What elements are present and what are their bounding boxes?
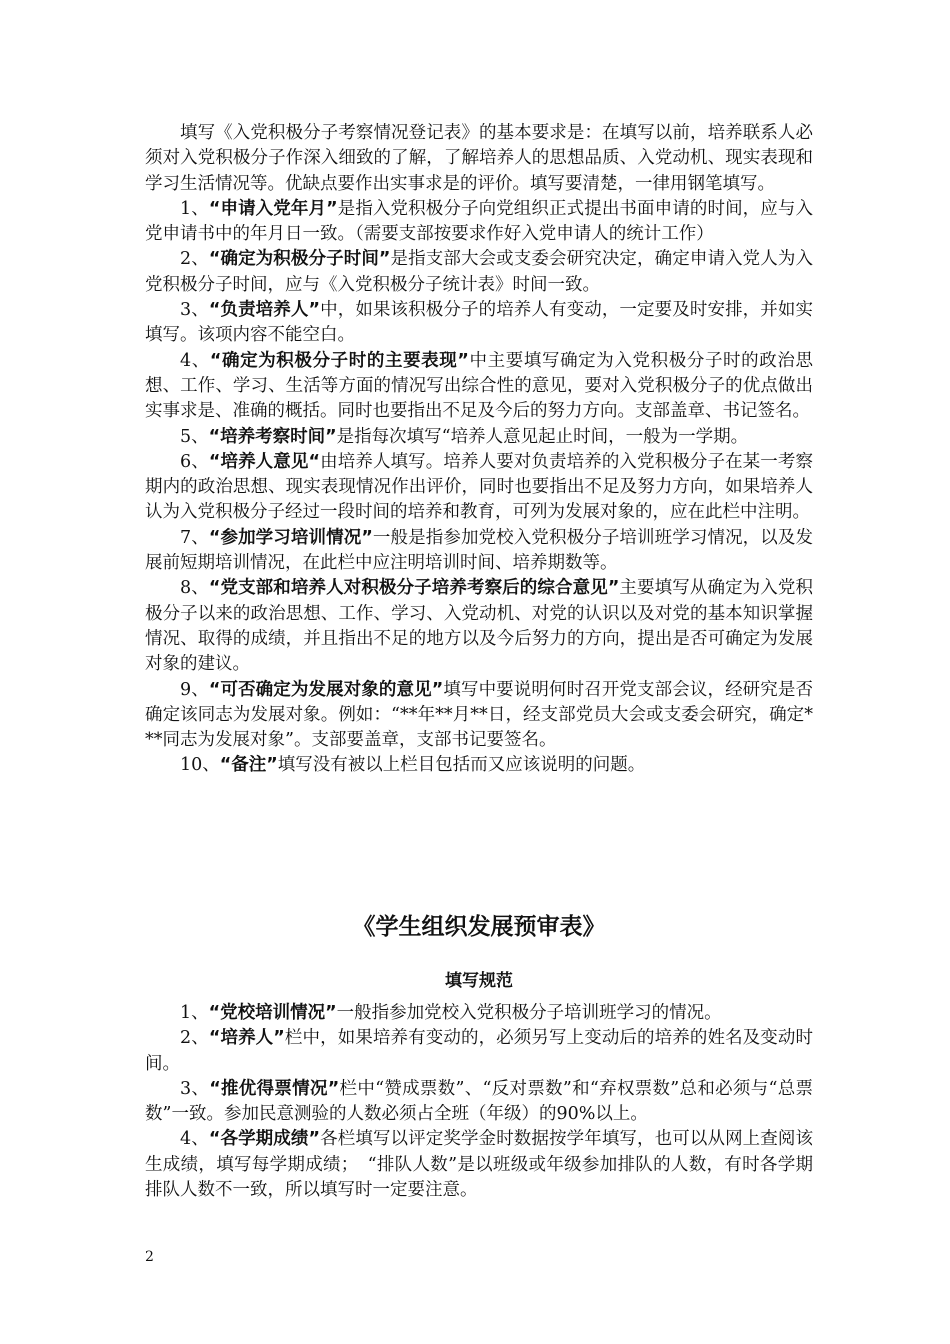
instruction-item-4 <box>145 349 813 425</box>
item-term: “确定为积极分子时的主要表现” <box>209 350 469 371</box>
item-text: 填写中要说明何时召开党支部会议，经研究是否确定该同志为发展对象。例如：“**年**月**日，经支部党员大会或支委会研究，确定***同志为发展对象”。支部要盖章，支部书记要签名。 <box>145 679 813 751</box>
section-title: 《学生组织发展预审表》 <box>352 914 606 940</box>
instruction-item-3 <box>145 298 813 349</box>
item-number: 1、 <box>180 198 209 219</box>
instruction-item-2 <box>145 247 813 298</box>
item-number: 1、 <box>180 1003 209 1023</box>
registration-form-instructions <box>145 121 813 779</box>
pre-review-item-2 <box>145 1026 813 1077</box>
item-text: 中主要填写确定为入党积极分子时的政治思想、工作、学习、生活等方面的情况写出综合性的意见，要对入党积极分子的优点做出实事求是、准确的概括。同时也要指出不足及今后的努力方向。支部盖章、书记签名。 <box>145 350 813 422</box>
item-text: 栏中“赞成票数”、“反对票数”和“弃权票数”总和必须与“总票数”一致。参加民意测验的人数必须占全班（年级）的90%以上。 <box>145 1078 814 1125</box>
item-term: “推优得票情况” <box>209 1078 340 1099</box>
item-number: 6、 <box>180 451 209 472</box>
item-term: “备注” <box>219 755 278 776</box>
item-number: 3、 <box>180 1078 210 1099</box>
item-text: 主要填写从确定为入党积极分子以来的政治思想、工作、学习、入党动机、对党的认识以及对党的基本知识掌握情况、取得的成绩，并且指出不足的地方以及今后努力的方向，提出是否可确定为发展对象的建议。 <box>145 578 814 675</box>
item-number: 2、 <box>180 249 209 270</box>
item-term: “培养人意见“ <box>208 451 321 472</box>
pre-review-item-4 <box>145 1127 813 1203</box>
item-term: “申请入党年月” <box>208 198 338 219</box>
item-term: “确定为积极分子时间” <box>208 249 391 270</box>
item-term: “参加学习培训情况” <box>208 527 373 548</box>
item-text: 各栏填写以评定奖学金时数据按学年填写，也可以从网上查阅该生成绩，填写每学期成绩； “排队人数”是以班级或年级参加排队的人数，有时各学期排队人数不一致，所以填写时一定要注意。 <box>145 1129 814 1201</box>
item-number: 10、 <box>180 755 220 776</box>
pre-review-item-3 <box>145 1077 813 1128</box>
item-number: 3、 <box>180 300 209 321</box>
item-term: “党支部和培养人对积极分子培养考察后的综合意见” <box>208 578 620 599</box>
item-number: 4、 <box>180 350 210 371</box>
instruction-item-5 <box>145 425 813 450</box>
intro-paragraph: 填写《入党积极分子考察情况登记表》的基本要求是：在填写以前，培养联系人必须对入党积极分子作深入细致的了解，了解培养人的思想品质、入党动机、现实表现和学习生活情况等。优缺点要作出实事求是的评价。填写要清楚，一律用钢笔填写。 <box>145 123 813 194</box>
instruction-item-1 <box>145 197 813 248</box>
item-text: 填写没有被以上栏目包括而又应该说明的问题。 <box>277 755 646 776</box>
item-term: “可否确定为发展对象的意见” <box>208 679 444 700</box>
item-term: “培养人” <box>208 1028 285 1049</box>
page-number: 2 <box>145 1249 154 1265</box>
section-subtitle: 填写规范 <box>445 971 513 991</box>
instruction-item-8 <box>145 576 813 677</box>
item-text: 一般是指参加党校入党积极分子培训班学习情况，以及发展前短期培训情况，在此栏中应注明培训时间、培养期数等。 <box>145 527 813 574</box>
item-number: 8、 <box>180 578 209 599</box>
item-text: 是指入党积极分子向党组织正式提出书面申请的时间，应与入党申请书中的年月日一致。（需要支部按要求作好入党申请人的统计工作） <box>145 198 813 245</box>
item-number: 7、 <box>180 527 209 548</box>
instruction-item-7 <box>145 526 813 577</box>
item-term: “培养考察时间” <box>208 426 337 447</box>
item-text: 是指支部大会或支委会研究决定，确定申请入党人为入党积极分子时间，应与《入党积极分子统计表》时间一致。 <box>145 249 813 295</box>
item-text: 中，如果该积极分子的培养人有变动，一定要及时安排，并如实填写。该项内容不能空白。 <box>145 300 814 346</box>
item-text: 栏中，如果培养有变动的，必须另写上变动后的培养的姓名及变动时间。 <box>145 1028 813 1074</box>
instruction-item-6 <box>145 450 813 526</box>
item-term: “党校培训情况” <box>208 1003 337 1023</box>
item-term: “各学期成绩” <box>208 1129 321 1150</box>
pre-review-item-1 <box>145 1001 813 1026</box>
pre-review-form-instructions <box>145 1001 813 1203</box>
instruction-item-9 <box>145 678 813 754</box>
item-number: 4、 <box>180 1129 209 1150</box>
item-text: 一般指参加党校入党积极分子培训班学习的情况。 <box>336 1003 722 1023</box>
item-number: 5、 <box>180 426 209 447</box>
item-number: 9、 <box>180 679 209 700</box>
item-text: 由培养人填写。培养人要对负责培养的入党积极分子在某一考察期内的政治思想、现实表现情况作出评价，同时也要指出不足及努力方向，如果培养人认为入党积极分子经过一段时间的培养和教育，可列为发展对象的，应在此栏中注明。 <box>145 451 814 523</box>
instruction-item-10 <box>145 753 813 778</box>
item-number: 2、 <box>180 1028 209 1049</box>
item-text: 是指每次填写“培养人意见起止时间，一般为一学期。 <box>336 426 749 447</box>
item-term: “负责培养人” <box>208 300 321 321</box>
